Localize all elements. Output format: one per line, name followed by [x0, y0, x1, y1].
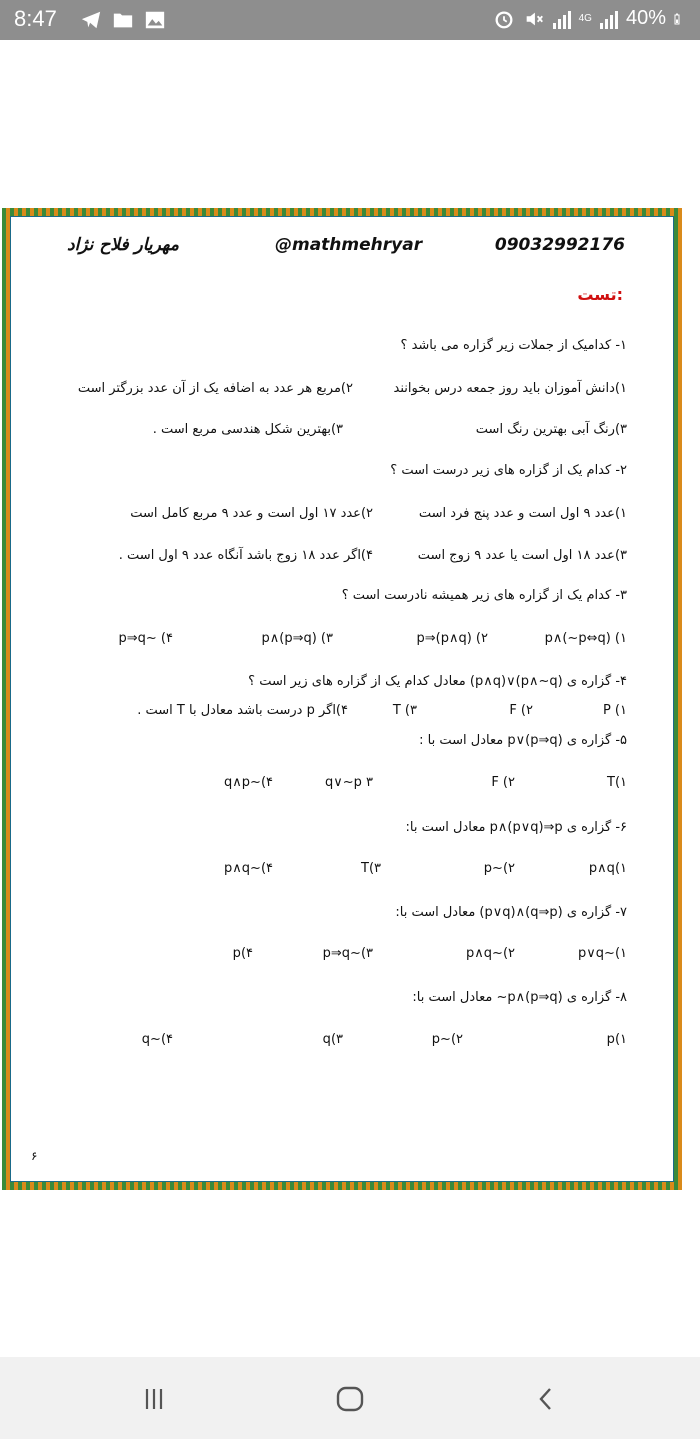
question-7: ۷- گزاره ی (q⇒p)∧(p∨q) معادل است با: [395, 905, 627, 920]
alarm-icon [493, 8, 515, 30]
back-icon [533, 1386, 559, 1412]
q8-option-2: ۲)~p [431, 1032, 463, 1047]
question-1: ۱- کدامیک از جملات زیر گزاره می باشد ؟ [400, 338, 627, 353]
question-3: ۳- کدام یک از گزاره های زیر همیشه نادرست است ؟ [341, 588, 627, 603]
status-bar [0, 0, 700, 40]
q7-option-4: ۴)p [232, 946, 253, 961]
q2-option-2: ۲)عدد ۱۷ اول است و عدد ۹ مربع کامل است [130, 506, 373, 521]
q6-option-2: ۲)~p [483, 861, 515, 876]
q3-option-2: ۲) p⇒(p∧q) [416, 631, 488, 646]
q4-option-2: ۲) F [509, 703, 533, 718]
document-page [2, 208, 682, 1190]
q8-option-4: ۴)~q [141, 1032, 173, 1047]
home-button[interactable] [330, 1379, 370, 1419]
network-type: 4G [578, 12, 592, 24]
q4-option-4: ۴)اگر p درست باشد معادل با T است . [137, 703, 348, 718]
home-icon [335, 1384, 365, 1414]
q7-option-3: ۳)~p⇒q [322, 946, 373, 961]
q6-option-4: ۴)~p∧q [224, 861, 273, 876]
telegram-handle: @mathmehryar [275, 235, 423, 255]
recent-apps-icon [141, 1386, 167, 1412]
q3-option-4: ۴) ~p⇒q [118, 631, 173, 646]
q4-option-1: ۱) P [602, 703, 627, 718]
q6-option-1: ۱)p∧q [588, 861, 627, 876]
q5-option-3: ۳ q∨~p [324, 775, 373, 790]
page-number: ۶ [31, 1149, 38, 1163]
page-body [10, 216, 674, 1182]
question-5: ۵- گزاره ی (p⇒q)∨p معادل است با : [419, 733, 627, 748]
q1-option-1: ۱)دانش آموزان باید روز جمعه درس بخوانند [393, 381, 627, 396]
q2-option-3: ۳)عدد ۱۸ اول است یا عدد ۹ زوج است [417, 548, 627, 563]
q5-option-4: ۴)~q∧p [224, 775, 273, 790]
q1-option-3: ۳)رنگ آبی بهترین رنگ است [475, 422, 627, 437]
question-6: ۶- گزاره ی p∧(p∨q)⇒p معادل است با: [405, 820, 627, 835]
q5-option-1: ۱)T [606, 775, 627, 790]
battery-level: 40% [625, 7, 666, 29]
q5-option-2: ۲) F [491, 775, 515, 790]
question-8: ۸- گزاره ی (p⇒q)∧p~ معادل است با: [412, 990, 627, 1005]
phone-number: 09032992176 [494, 235, 625, 255]
battery-icon [674, 8, 686, 30]
q7-option-2: ۲)~p∧q [466, 946, 515, 961]
status-time: 8:47 [14, 6, 57, 31]
q1-option-4: ۳)بهترین شکل هندسی مربع است . [152, 422, 343, 437]
question-2: ۲- کدام یک از گزاره های زیر درست است ؟ [390, 463, 627, 478]
mute-icon [523, 8, 545, 30]
gallery-icon [144, 9, 166, 31]
document-viewer[interactable] [0, 40, 700, 1357]
navigation-bar [0, 1357, 700, 1439]
q8-option-3: ۳)q [322, 1032, 343, 1047]
signal-icon [600, 9, 618, 29]
q2-option-1: ۱)عدد ۹ اول است و عدد پنج فرد است [418, 506, 627, 521]
q8-option-1: ۱)p [606, 1032, 627, 1047]
telegram-icon [80, 9, 102, 31]
q7-option-1: ۱)~p∨q [578, 946, 627, 961]
q3-option-3: ۳) p∧(p⇒q) [261, 631, 333, 646]
folder-icon [112, 9, 134, 31]
q1-option-2: ۲)مربع هر عدد به اضافه یک از آن عدد بزرگتر است [77, 381, 353, 396]
question-4: ۴- گزاره ی (p∧~q)∨(p∧q) معادل کدام یک از گزاره های زیر است ؟ [248, 674, 627, 689]
recent-apps-button[interactable] [134, 1379, 174, 1419]
back-button[interactable] [526, 1379, 566, 1419]
signal-icon [553, 9, 571, 29]
q4-option-3: ۳) T [392, 703, 417, 718]
author-name: مهریار فلاح نژاد [67, 235, 179, 255]
section-title: تست: [577, 285, 623, 304]
q6-option-3: ۳)T [360, 861, 381, 876]
q2-option-4: ۴)اگر عدد ۱۸ زوج باشد آنگاه عدد ۹ اول است . [118, 548, 373, 563]
q3-option-1: ۱) p∧(~p⇔q) [544, 631, 627, 646]
